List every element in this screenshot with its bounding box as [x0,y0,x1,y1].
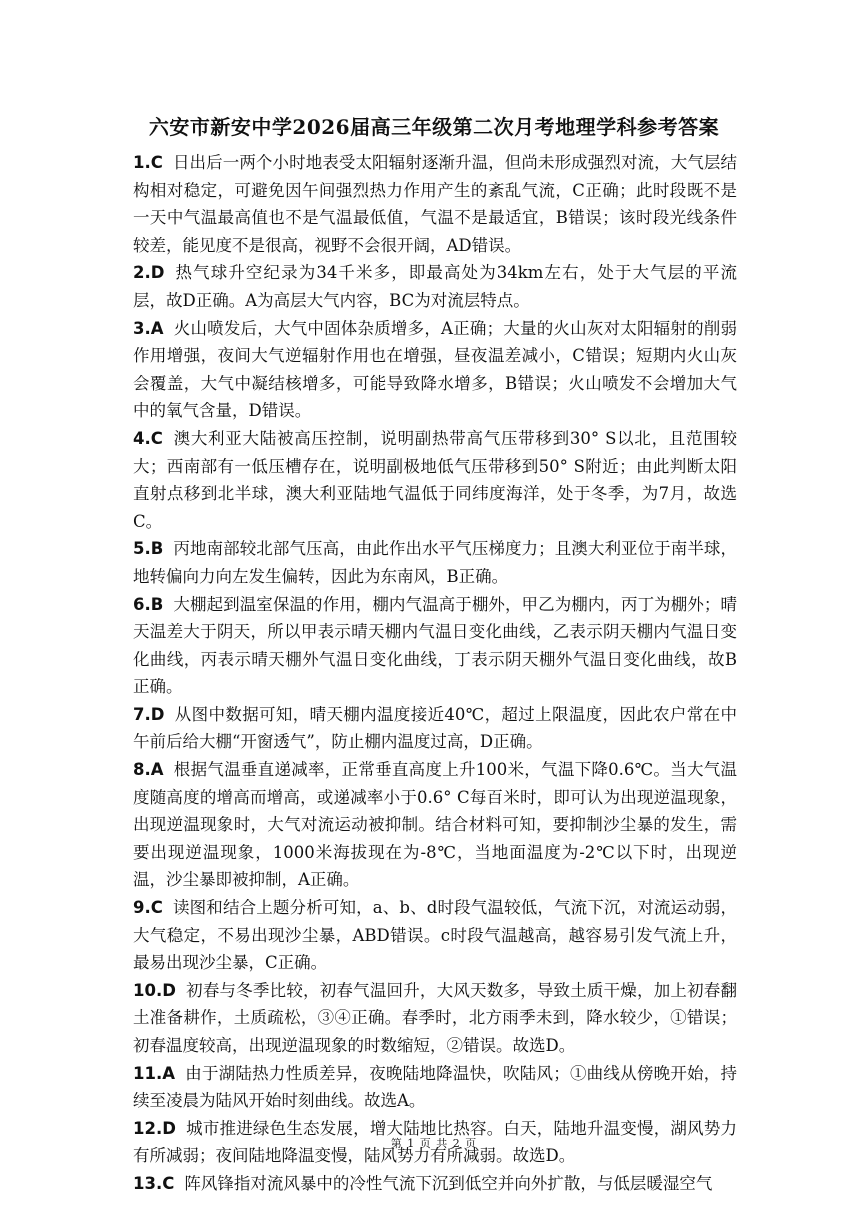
answer-text: 澳大利亚大陆被高压控制，说明副热带高气压带移到30° S以北，且范围较大；西南部有一低压槽存在，说明副极地低气压带移到50° S附近；由此判断太阳直射点移到北半球，澳大利亚陆地气温低于同纬度海洋，处于冬季，为7月，故选C。 [133,428,737,531]
answer-number: 1.C [133,153,163,172]
answer-text: 由于湖陆热力性质差异，夜晚陆地降温快，吹陆风；①曲线从傍晚开始，持续至凌晨为陆风开始时刻曲线。故选A。 [133,1063,737,1111]
answer-text: 火山喷发后，大气中固体杂质增多，A正确；大量的火山灰对太阳辐射的削弱作用增强，夜间大气逆辐射作用也在增强，昼夜温差减小，C错误；短期内火山灰会覆盖，大气中凝结核增多，可能导致降水增多，B错误；火山喷发不会增加大气中的氧气含量，D错误。 [133,318,737,421]
answer-number: 5.B [133,539,164,559]
answer-number: 4.C [133,428,163,448]
answer-text: 热气球升空纪录为34千米多，即最高处为34km左右，处于大气层的平流层，故D正确。A为高层大气内容，BC为对流层特点。 [133,263,737,310]
answer-text: 丙地南部较北部气压高，由此作出水平气压梯度力；且澳大利亚位于南半球，地转偏向力向左发生偏转，因此为东南风，B正确。 [133,539,737,586]
page-footer: 第 1 页 共 2 页 [390,1137,478,1150]
answer-text: 初春与冬季比较，初春气温回升，大风天数多，导致土质干燥，加上初春翻土准备耕作，土质疏松，③④正确。春季时，北方雨季未到，降水较少，①错误；初春温度较高，出现逆温现象的时数缩短，②错误。故选D。 [133,980,737,1055]
answer-number: 13.C [133,1173,175,1193]
answer-text: 从图中数据可知，晴天棚内温度接近40℃，超过上限温度，因此农户常在中午前后给大棚“开窗透气”，防止棚内温度过高，D正确。 [133,704,737,752]
answer-item-13 [133,1170,737,1198]
answer-text: 阵风锋指对流风暴中的冷性气流下沉到低空并向外扩散，与低层暖湿空气 [184,1173,713,1193]
answer-text: 城市推进绿色生态发展，增大陆地比热容。白天，陆地升温变慢，湖风势力有所减弱；夜间陆地降温变慢，陆风势力有所减弱。故选D。 [133,1118,737,1166]
answer-text: 读图和结合上题分析可知，a、b、d时段气温较低，气流下沉，对流运动弱，大气稳定，不易出现沙尘暴，ABD错误。c时段气温越高，越容易引发气流上升，最易出现沙尘暴，C正确。 [133,898,737,973]
answer-text: 根据气温垂直递减率，正常垂直高度上升100米，气温下降0.6℃。当大气温度随高度的增高而增高，或递减率小于0.6° C每百米时，即可认为出现逆温现象，出现逆温现象时，大气对流运动被抑制。结合材料可知，要抑制沙尘暴的发生，需要出现逆温现象，1000米海拔现在为-8℃，当地面温度为-2℃以下时，出现逆温，沙尘暴即被抑制，A正确。 [133,760,737,890]
answer-item-5 [133,535,737,590]
document-title: 六安市新安中学2026届高三年级第二次月考地理学科参考答案 [148,115,720,139]
answer-item-4 [133,425,737,535]
answer-text: 日出后一两个小时地表受太阳辐射逐渐升温，但尚未形成强烈对流，大气层结构相对稳定，可避免因午间强烈热力作用产生的紊乱气流，C正确；此时段既不是一天中气温最高值也不是气温最低值，气温不是最适宜，B错误；该时段光线条件较差，能见度不是很高，视野不会很开阔，AD错误。 [133,153,737,255]
answer-item-10 [133,977,737,1060]
answer-number: 6.B [133,594,164,614]
answer-number: 11.A [133,1063,175,1083]
answer-number: 2.D [133,263,165,283]
answer-item-7 [133,701,737,756]
answer-item-1 [133,149,737,259]
answer-item-2 [133,259,737,314]
answer-number: 10.D [133,980,176,1000]
answer-number: 12.D [133,1118,176,1138]
answer-number: 8.A [133,760,164,780]
answer-number: 3.A [133,318,164,338]
answer-text: 大棚起到温室保温的作用，棚内气温高于棚外，甲乙为棚内，丙丁为棚外；晴天温差大于阴天，所以甲表示晴天棚内气温日变化曲线，乙表示阴天棚内气温日变化曲线，丙表示晴天棚外气温日变化曲线，丁表示阴天棚外气温日变化曲线，故B正确。 [133,594,737,697]
answer-item-8 [133,756,737,894]
answer-item-3 [133,315,737,425]
answer-item-11 [133,1060,737,1115]
answer-number: 7.D [133,704,165,724]
answer-number: 9.C [133,898,163,918]
answer-item-6 [133,591,737,701]
answer-item-9 [133,894,737,977]
answer-list [133,149,737,1198]
